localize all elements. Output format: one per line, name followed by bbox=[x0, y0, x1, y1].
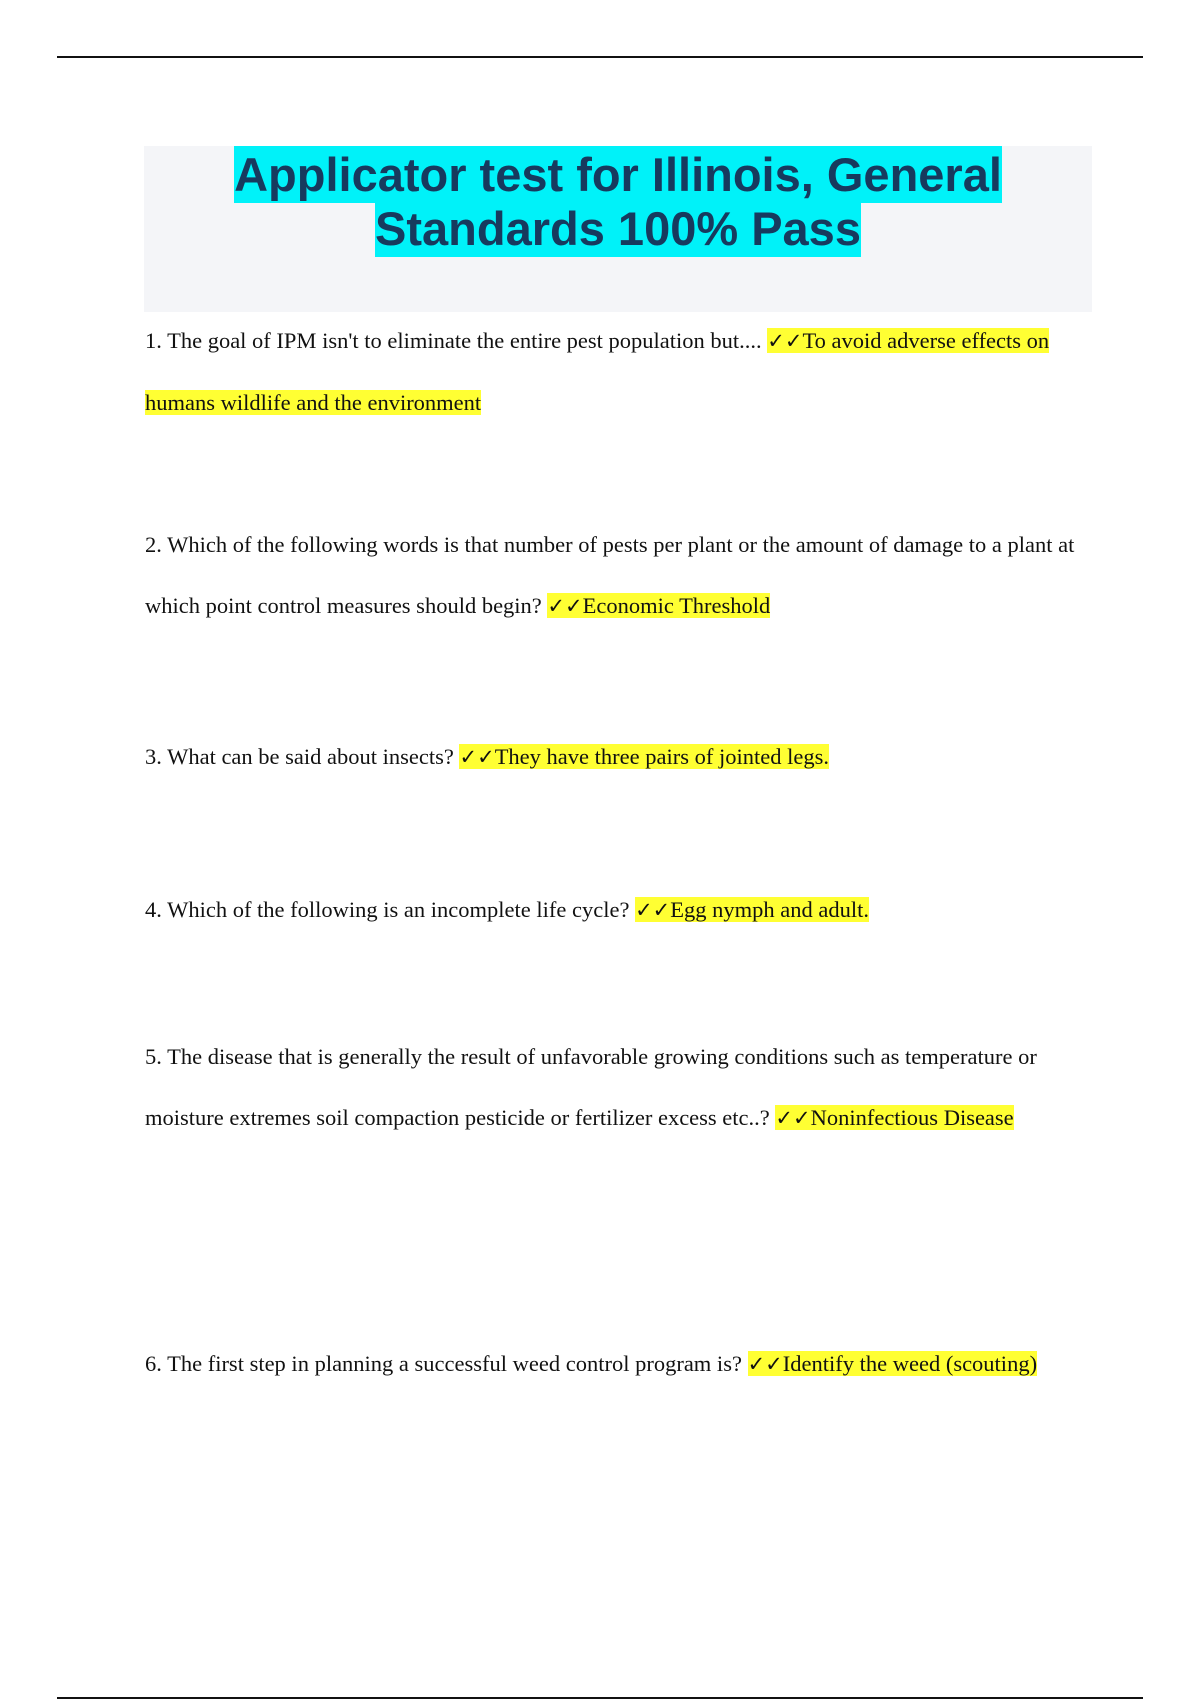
question-item-2 bbox=[145, 514, 1080, 637]
question-text: 4. Which of the following is an incomplete life cycle? bbox=[145, 897, 630, 922]
question-text: 3. What can be said about insects? bbox=[145, 744, 454, 769]
check-icon: ✓✓ bbox=[747, 1352, 783, 1376]
check-icon: ✓✓ bbox=[547, 594, 583, 618]
answer-text: Noninfectious Disease bbox=[810, 1105, 1014, 1130]
check-icon: ✓✓ bbox=[775, 1106, 811, 1130]
top-rule bbox=[57, 56, 1143, 58]
answer-highlight bbox=[547, 593, 770, 618]
bottom-rule bbox=[57, 1697, 1143, 1699]
check-icon: ✓✓ bbox=[459, 745, 495, 769]
question-item-6 bbox=[145, 1333, 1080, 1395]
answer-text: Identify the weed (scouting) bbox=[782, 1351, 1038, 1376]
answer-highlight bbox=[775, 1105, 1013, 1130]
answer-text: To avoid adverse effects on humans wildlife and the environment bbox=[145, 328, 1050, 415]
title-block bbox=[144, 146, 1092, 312]
question-text: 5. The disease that is generally the result of unfavorable growing conditions such as temperature or moisture extremes soil compaction pesticide or fertilizer excess etc..? bbox=[145, 1044, 1037, 1130]
question-text: 1. The goal of IPM isn't to eliminate the entire pest population but.... bbox=[145, 328, 762, 353]
check-icon: ✓✓ bbox=[767, 329, 803, 353]
answer-text: They have three pairs of jointed legs. bbox=[494, 744, 829, 769]
question-text: 2. Which of the following words is that number of pests per plant or the amount of damage to a plant at which point control measures should begin? bbox=[145, 532, 1075, 618]
answer-text: Egg nymph and adult. bbox=[670, 897, 869, 922]
question-text: 6. The first step in planning a successful weed control program is? bbox=[145, 1351, 742, 1376]
answer-text: Economic Threshold bbox=[582, 593, 771, 618]
document-title bbox=[144, 146, 1092, 256]
title-highlight: Applicator test for Illinois, General Standards 100% Pass bbox=[234, 148, 1002, 255]
answer-highlight bbox=[459, 744, 828, 769]
answer-highlight bbox=[635, 897, 869, 922]
question-item-1 bbox=[145, 310, 1080, 433]
question-item-5 bbox=[145, 1026, 1080, 1149]
answer-highlight bbox=[748, 1351, 1038, 1376]
question-item-3 bbox=[145, 726, 1080, 788]
check-icon: ✓✓ bbox=[635, 898, 671, 922]
question-item-4 bbox=[145, 879, 1080, 941]
